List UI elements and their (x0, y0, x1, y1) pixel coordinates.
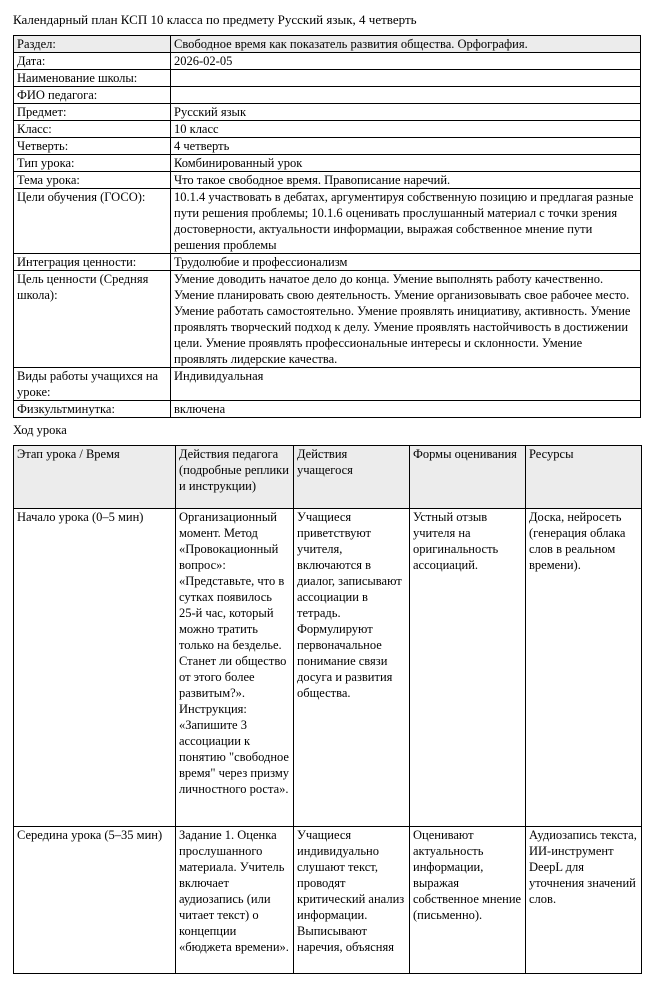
info-value: Свободное время как показатель развития общества. Орфография. (171, 36, 641, 53)
lesson-column-header: Ресурсы (526, 446, 642, 509)
page-title: Календарный план КСП 10 класса по предмету Русский язык, 4 четверть (13, 12, 417, 27)
info-key: Тема урока: (14, 172, 171, 189)
info-value: включена (171, 401, 641, 418)
info-key: Раздел: (14, 36, 171, 53)
info-row (14, 155, 641, 172)
info-value: Умение доводить начатое дело до конца. Умение выполнять работу качественно. Умение планировать свою деятельность. Умение организовывать свое рабочее место. Умение работать самостоятельно. Умение проявлять инициативу, активность. Умение проявлять творческий подход к делу. Умение проявлять настойчивость в достижении цели. Умение проявлять профессиональные интересы и склонности. Умение проявлять лидерские качества. (171, 271, 641, 368)
info-key: Интеграция ценности: (14, 254, 171, 271)
info-row (14, 172, 641, 189)
lesson-row (14, 509, 642, 827)
info-key: Наименование школы: (14, 70, 171, 87)
info-row (14, 271, 641, 368)
info-key: ФИО педагога: (14, 87, 171, 104)
info-key: Цели обучения (ГОСО): (14, 189, 171, 254)
info-value (171, 87, 641, 104)
info-row (14, 121, 641, 138)
info-row (14, 70, 641, 87)
info-row (14, 368, 641, 401)
lesson-flow-table (13, 445, 642, 974)
lesson-info-table (13, 35, 641, 418)
info-key: Четверть: (14, 138, 171, 155)
lesson-cell: Аудиозапись текста, ИИ-инструмент DeepL для уточнения значений слов. (526, 827, 642, 974)
info-key: Цель ценности (Средняя школа): (14, 271, 171, 368)
lesson-flow-heading: Ход урока (13, 423, 67, 437)
info-row (14, 104, 641, 121)
info-row (14, 189, 641, 254)
info-value: 10 класс (171, 121, 641, 138)
info-value: 4 четверть (171, 138, 641, 155)
info-value: Трудолюбие и профессионализм (171, 254, 641, 271)
info-key: Тип урока: (14, 155, 171, 172)
lesson-cell: Учащиеся приветствуют учителя, включаются в диалог, записывают ассоциации в тетрадь. Формулируют первоначальное понимание связи досуга и развития общества. (294, 509, 410, 827)
info-value: 10.1.4 участвовать в дебатах, аргументируя собственную позицию и предлагая разные пути решения проблемы; 10.1.6 оценивать прослушанный материал с точки зрения достоверности, актуальности информации, выражая собственное мнение пути решения проблемы (171, 189, 641, 254)
info-row (14, 87, 641, 104)
lesson-column-header: Этап урока / Время (14, 446, 176, 509)
info-key: Дата: (14, 53, 171, 70)
info-row (14, 36, 641, 53)
lesson-row (14, 827, 642, 974)
info-key: Класс: (14, 121, 171, 138)
lesson-cell: Учащиеся индивидуально слушают текст, проводят критический анализ информации. Выписывают наречия, объясняя (294, 827, 410, 974)
info-value: Комбинированный урок (171, 155, 641, 172)
info-key: Предмет: (14, 104, 171, 121)
info-value: Что такое свободное время. Правописание наречий. (171, 172, 641, 189)
lesson-cell: Организационный момент. Метод «Провокационный вопрос»: «Представьте, что в сутках появилось 25-й час, который можно тратить только на безделье. Станет ли общество от этого более развитым?». Инструкция: «Запишите 3 ассоциации к понятию "свободное время" через призму личностного роста». (176, 509, 294, 827)
lesson-cell: Устный отзыв учителя на оригинальность ассоциаций. (410, 509, 526, 827)
lesson-cell: Доска, нейросеть (генерация облака слов в реальном времени). (526, 509, 642, 827)
info-value (171, 70, 641, 87)
lesson-cell: Оценивают актуальность информации, выражая собственное мнение (письменно). (410, 827, 526, 974)
info-key: Виды работы учащихся на уроке: (14, 368, 171, 401)
info-row (14, 401, 641, 418)
lesson-column-header: Действия педагога (подробные реплики и инструкции) (176, 446, 294, 509)
info-value: Индивидуальная (171, 368, 641, 401)
lesson-cell: Начало урока (0–5 мин) (14, 509, 176, 827)
info-value: 2026-02-05 (171, 53, 641, 70)
info-row (14, 254, 641, 271)
info-row (14, 138, 641, 155)
lesson-cell: Задание 1. Оценка прослушанного материала. Учитель включает аудиозапись (или читает текст) о концепции «бюджета времени». (176, 827, 294, 974)
lesson-column-header: Действия учащегося (294, 446, 410, 509)
info-row (14, 53, 641, 70)
lesson-cell: Середина урока (5–35 мин) (14, 827, 176, 974)
info-key: Физкультминутка: (14, 401, 171, 418)
lesson-column-header: Формы оценивания (410, 446, 526, 509)
info-value: Русский язык (171, 104, 641, 121)
